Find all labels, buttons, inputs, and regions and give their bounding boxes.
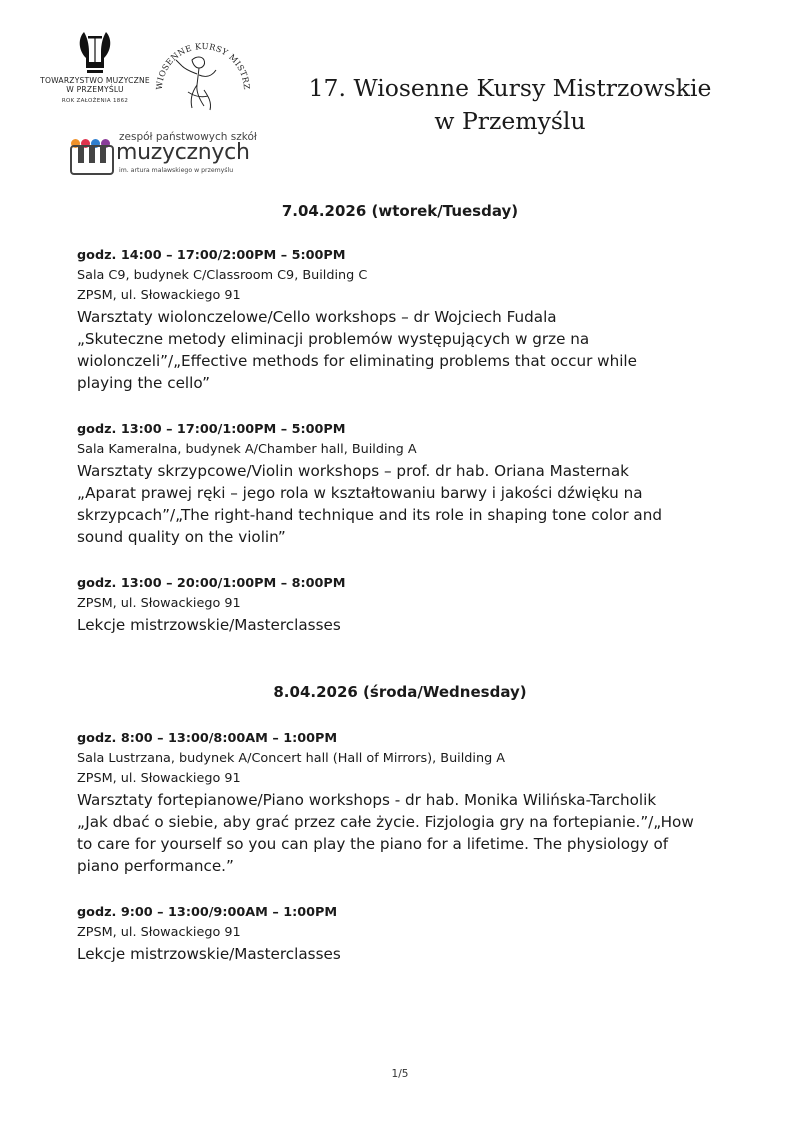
event-location: ZPSM, ul. Słowackiego 91 (77, 596, 241, 611)
lyre-icon (70, 28, 120, 76)
zpsm-logo (68, 130, 268, 178)
event-block (77, 420, 737, 548)
event-location: ZPSM, ul. Słowackiego 91 (77, 288, 241, 303)
event-location: Sala Lustrzana, budynek A/Concert hall (Hall of Mirrors), Building A (77, 751, 506, 766)
event-description: Lekcje mistrzowskie/Masterclasses (77, 616, 341, 634)
event-description: Warsztaty fortepianowe/Piano workshops - dr hab. Monika Wilińska-Tarcholik (77, 791, 657, 809)
event-block (77, 729, 737, 877)
event-location: ZPSM, ul. Słowackiego 91 (77, 771, 241, 786)
event-location: Sala Kameralna, budynek A/Chamber hall, Building A (77, 442, 417, 457)
page-number: 1/5 (391, 1068, 409, 1080)
event-time: godz. 8:00 – 13:00/8:00AM – 1:00PM (77, 731, 338, 746)
piano-keys-icon (70, 145, 114, 175)
conductor-sketch-icon (176, 57, 216, 110)
wiosenne-kursy-logo (152, 30, 252, 115)
event-description: „Skuteczne metody eliminacji problemów występujących w grze na (77, 330, 590, 348)
event-block (77, 903, 737, 965)
event-description: „Jak dbać o siebie, aby grać przez całe życie. Fizjologia gry na fortepianie.”/„How (77, 813, 694, 831)
event-time: godz. 13:00 – 20:00/1:00PM – 8:00PM (77, 576, 346, 591)
event-description: piano performance.” (77, 857, 234, 875)
svg-text:WIOSENNE KURSY MISTRZOWSKIE (152, 30, 252, 90)
tm-logo-line2: W PRZEMYŚLU (66, 85, 124, 94)
event-description: wiolonczeli”/„Effective methods for eliminating problems that occur while (77, 352, 637, 370)
wkm-arc-text: WIOSENNE KURSY MISTRZ (153, 40, 252, 91)
event-time: godz. 9:00 – 13:00/9:00AM – 1:00PM (77, 905, 338, 920)
event-block (77, 574, 737, 636)
day-heading: 7.04.2026 (wtorek/Tuesday) (281, 202, 519, 220)
event-description: Warsztaty skrzypcowe/Violin workshops – prof. dr hab. Oriana Masternak (77, 462, 629, 480)
title-line2: w Przemyślu (434, 107, 586, 135)
event-description: to care for yourself so you can play the piano for a lifetime. The physiology of (77, 835, 669, 853)
towarzystwo-muzyczne-logo (30, 28, 160, 118)
title-line1: 17. Wiosenne Kursy Mistrzowskie (308, 74, 712, 102)
event-description: playing the cello” (77, 374, 210, 392)
event-location: ZPSM, ul. Słowackiego 91 (77, 925, 241, 940)
page-title (290, 72, 730, 138)
zpsm-big-text: muzycznych (116, 140, 250, 165)
zpsm-bottom-text: im. artura malawskiego w przemyślu (119, 167, 234, 174)
event-description: „Aparat prawej ręki – jego rola w kształtowaniu barwy i jakości dźwięku na (77, 484, 643, 502)
event-description: Lekcje mistrzowskie/Masterclasses (77, 945, 341, 963)
tm-logo-line1: TOWARZYSTWO MUZYCZNE (40, 76, 150, 85)
event-description: sound quality on the violin” (77, 528, 286, 546)
tm-logo-line3: ROK ZAŁOŻENIA 1862 (61, 98, 129, 104)
event-description: skrzypcach”/„The right-hand technique and its role in shaping tone color and (77, 506, 662, 524)
zpsm-top-text: zespół państwowych szkół (119, 131, 257, 143)
event-time: godz. 14:00 – 17:00/2:00PM – 5:00PM (77, 248, 346, 263)
event-description: Warsztaty wiolonczelowe/Cello workshops – dr Wojciech Fudala (77, 308, 557, 326)
event-time: godz. 13:00 – 17:00/1:00PM – 5:00PM (77, 422, 346, 437)
day-heading: 8.04.2026 (środa/Wednesday) (273, 683, 527, 701)
event-block (77, 246, 737, 394)
event-location: Sala C9, budynek C/Classroom C9, Building C (77, 268, 368, 283)
